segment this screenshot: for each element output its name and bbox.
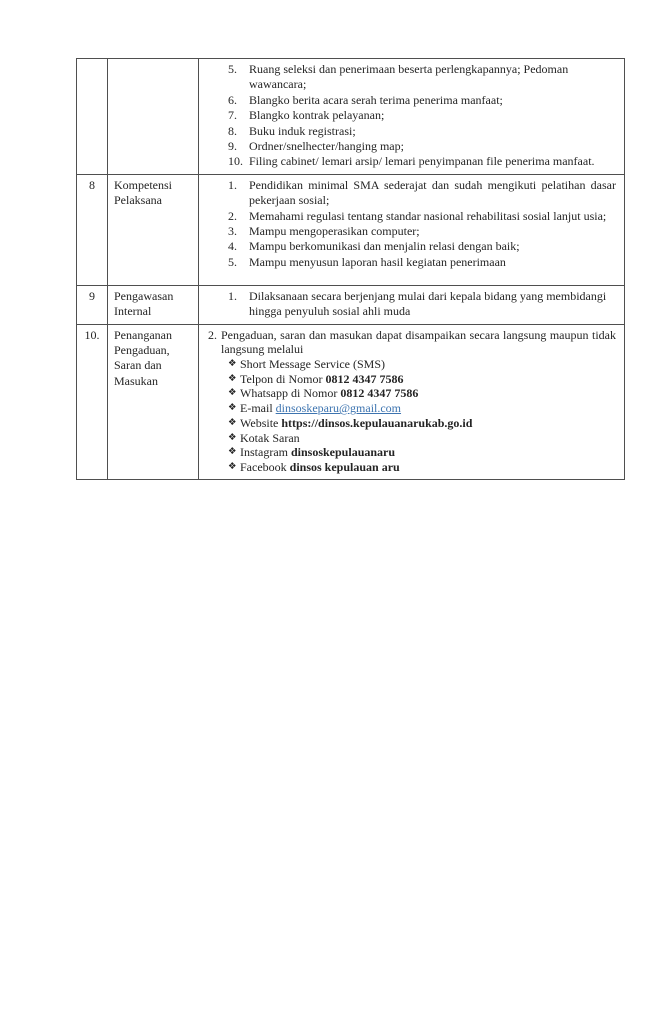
- content-cell: [199, 175, 624, 285]
- service-standard-table-body: [77, 59, 624, 479]
- text-line: [249, 139, 616, 154]
- list-item: [228, 224, 616, 239]
- text-segment: Dilaksanaan secara berjenjang mulai dari kepala bidang yang membidangi: [249, 288, 607, 303]
- list-item-text: [249, 255, 616, 270]
- text-segment: Ordner/snelhecter/hanging map;: [249, 139, 404, 154]
- text-segment: Telpon di Nomor: [240, 371, 326, 386]
- bold-text: https://dinsos.kepulauanarukab.go.id: [281, 415, 473, 430]
- bold-text: dinsoskepulauanaru: [290, 445, 396, 460]
- bullet-diamond-icon: ❖: [228, 431, 237, 443]
- list-number-marker: 4.: [228, 239, 237, 254]
- list-number-marker: 8.: [228, 123, 237, 138]
- bold-text: 0812 4347 7586: [340, 386, 419, 401]
- list-item: [228, 93, 616, 108]
- list-item-text: [240, 401, 616, 416]
- text-segment: Blangko berita acara serah terima penerima manfaat;: [249, 92, 503, 107]
- table-row: [77, 325, 624, 479]
- text-segment: Mampu menyusun laporan hasil kegiatan penerimaan: [249, 254, 506, 269]
- text-line: [249, 77, 616, 92]
- list-item-text: [249, 139, 616, 154]
- text-line: [249, 154, 616, 169]
- list-item: [228, 124, 616, 139]
- text-segment: Memahami regulasi tentang standar nasional rehabilitasi sosial lanjut usia;: [249, 208, 607, 223]
- list-item-text: [240, 416, 616, 431]
- text-segment: wawancara;: [249, 77, 307, 92]
- list-item-text: [249, 239, 616, 254]
- text-line: [249, 62, 616, 77]
- list-item-text: [249, 154, 616, 169]
- list-item: [228, 357, 616, 372]
- text-line: [240, 386, 616, 401]
- list-item-text: [240, 357, 616, 372]
- list-item: [228, 108, 616, 123]
- text-segment: hingga penyuluh sosial ahli muda: [249, 304, 411, 319]
- table-row: [77, 286, 624, 325]
- list-number-marker: 1.: [228, 288, 237, 303]
- category-cell: Penanganan Pengaduan, Saran dan Masukan: [108, 325, 199, 479]
- list-number-marker: 2.: [208, 327, 217, 342]
- list-item-text: [249, 93, 616, 108]
- table-row: [77, 175, 624, 286]
- list-item-text: [221, 328, 616, 357]
- list-number-marker: 1.: [228, 177, 237, 192]
- text-segment: Buku induk registrasi;: [249, 123, 356, 138]
- text-line: [240, 460, 616, 475]
- list-item: [228, 62, 616, 93]
- list-item-text: [249, 224, 616, 239]
- list-item-text: [249, 289, 616, 320]
- text-segment: Website: [240, 415, 282, 430]
- text-segment: langsung melalui: [221, 342, 304, 357]
- list-item: [228, 239, 616, 254]
- table-row: [77, 59, 624, 175]
- email-link[interactable]: dinsoskeparu@gmail.com: [275, 401, 402, 416]
- list-item: [228, 154, 616, 169]
- text-segment: Mampu mengoperasikan computer;: [249, 224, 420, 239]
- text-line: [249, 124, 616, 139]
- list-number-marker: 5.: [228, 62, 237, 76]
- bold-text: dinsos kepulauan aru: [289, 459, 400, 474]
- text-segment: Filing cabinet/ lemari arsip/ lemari penyimpanan file penerima manfaat.: [249, 154, 595, 169]
- list-number-marker: 3.: [228, 224, 237, 239]
- list-item: [228, 401, 616, 416]
- text-segment: pekerjaan sosial;: [249, 193, 330, 208]
- list-item: [228, 178, 616, 209]
- list-item-text: [240, 431, 616, 446]
- text-line: [249, 108, 616, 123]
- list-number-marker: 10.: [228, 154, 243, 169]
- list-item-text: [240, 460, 616, 475]
- list-item: [228, 416, 616, 431]
- list-item: [228, 386, 616, 401]
- list-item-text: [240, 386, 616, 401]
- category-cell: Kompetensi Pelaksana: [108, 175, 199, 285]
- service-standard-table: [76, 58, 625, 480]
- text-segment: Pendidikan minimal SMA sederajat dan sudah mengikuti pelatihan dasar: [249, 177, 616, 192]
- text-segment: Kotak Saran: [240, 430, 300, 445]
- list-item: [228, 372, 616, 387]
- text-line: [249, 209, 616, 224]
- text-segment: E-mail: [240, 401, 276, 416]
- row-number-cell: 8: [77, 175, 108, 285]
- text-segment: Instagram: [240, 445, 291, 460]
- text-line: [249, 304, 616, 319]
- bullet-diamond-icon: ❖: [228, 372, 237, 384]
- content-cell: [199, 286, 624, 324]
- category-cell: Pengawasan Internal: [108, 286, 199, 324]
- list-item-text: [249, 62, 616, 93]
- list-number-marker: 6.: [228, 92, 237, 107]
- text-segment: Blangko kontrak pelayanan;: [249, 108, 385, 123]
- bullet-diamond-icon: ❖: [228, 402, 237, 414]
- row-number-cell: [77, 59, 108, 174]
- bullet-diamond-icon: ❖: [228, 460, 237, 472]
- text-line: [240, 372, 616, 387]
- bullet-diamond-icon: ❖: [228, 387, 237, 399]
- list-item: [228, 445, 616, 460]
- list-item-text: [249, 178, 616, 209]
- row-number-cell: 9: [77, 286, 108, 324]
- list-item: [228, 139, 616, 154]
- text-line: [249, 224, 616, 239]
- text-line: [221, 328, 616, 343]
- text-segment: Facebook: [240, 459, 290, 474]
- row-number-cell: 10.: [77, 325, 108, 479]
- text-line: [249, 289, 616, 304]
- text-segment: Short Message Service (SMS): [240, 357, 385, 372]
- list-number-marker: 7.: [228, 108, 237, 123]
- category-cell: [108, 59, 199, 174]
- text-line: [240, 357, 616, 372]
- text-line: [240, 416, 616, 431]
- text-segment: Pengaduan, saran dan masukan dapat disampaikan secara langsung maupun tidak: [221, 327, 616, 342]
- text-line: [249, 93, 616, 108]
- list-item-text: [249, 209, 616, 224]
- list-number-marker: 9.: [228, 139, 237, 154]
- bullet-diamond-icon: ❖: [228, 446, 237, 458]
- text-line: [240, 431, 616, 446]
- text-segment: Ruang seleksi dan penerimaan beserta perlengkapannya; Pedoman: [249, 62, 569, 76]
- text-line: [249, 178, 616, 193]
- text-line: [249, 255, 616, 270]
- list-item-text: [249, 124, 616, 139]
- text-segment: Whatsapp di Nomor: [240, 386, 341, 401]
- bullet-diamond-icon: ❖: [228, 358, 237, 370]
- list-item: [228, 289, 616, 320]
- list-item: [208, 328, 616, 357]
- text-line: [240, 445, 616, 460]
- list-number-marker: 2.: [228, 208, 237, 223]
- bold-text: 0812 4347 7586: [325, 371, 404, 386]
- text-line: [249, 239, 616, 254]
- list-item: [228, 255, 616, 270]
- list-item-text: [240, 445, 616, 460]
- list-item-text: [249, 108, 616, 123]
- list-number-marker: 5.: [228, 254, 237, 269]
- text-segment: Mampu berkomunikasi dan menjalin relasi dengan baik;: [249, 239, 520, 254]
- text-line: [249, 193, 616, 208]
- list-item-text: [240, 372, 616, 387]
- content-cell: [199, 325, 624, 479]
- list-item: [228, 431, 616, 446]
- bullet-diamond-icon: ❖: [228, 416, 237, 428]
- text-line: [221, 342, 616, 357]
- content-cell: [199, 59, 624, 174]
- list-item: [228, 209, 616, 224]
- list-item: [228, 460, 616, 475]
- text-line: [240, 401, 616, 416]
